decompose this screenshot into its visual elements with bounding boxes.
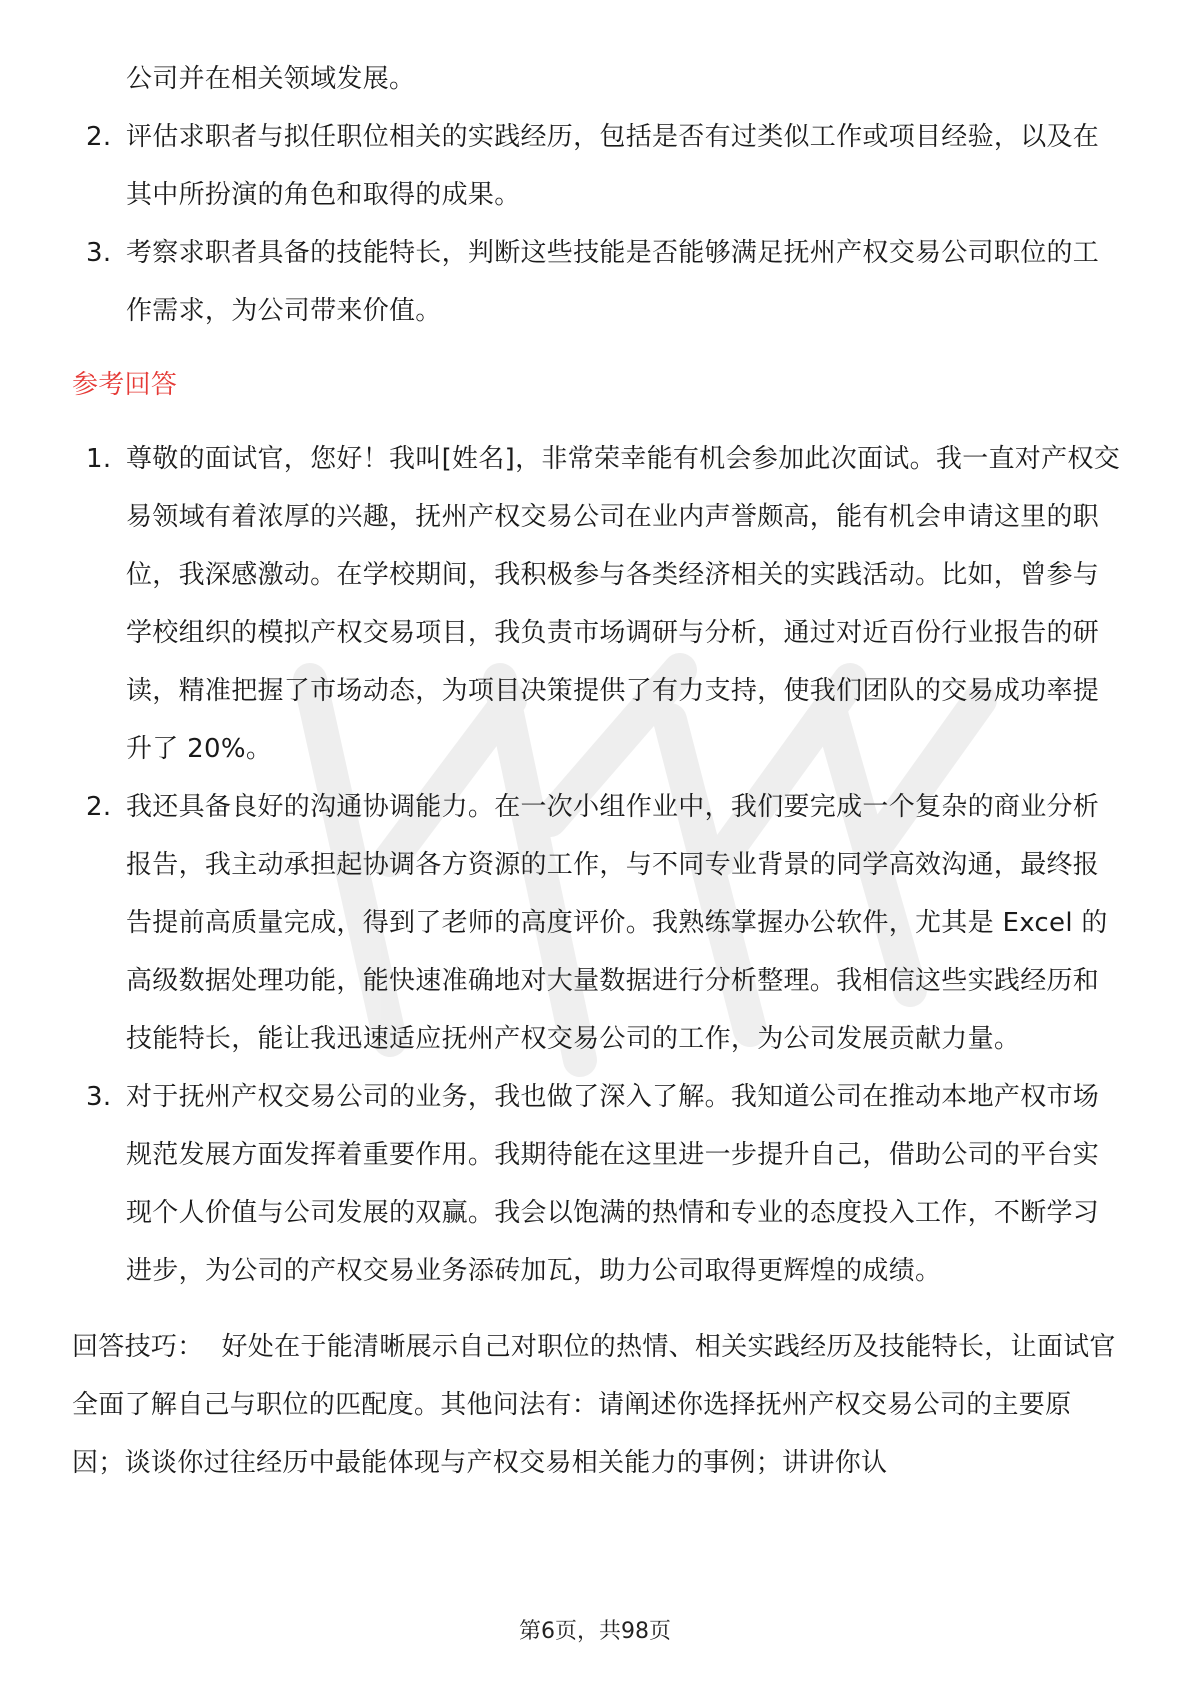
tips-label: 回答技巧： [72, 1332, 204, 1362]
list-item [72, 224, 1122, 340]
page-number: 第6页，共98页 [519, 1619, 671, 1644]
list-number: 2. [86, 792, 112, 822]
list-item [72, 108, 1122, 224]
list-item-text: 尊敬的面试官，您好！我叫[姓名]，非常荣幸能有机会参加此次面试。我一直对产权交易领域有着浓厚的兴趣，抚州产权交易公司在业内声誉颇高，能有机会申请这里的职位，我深感激动。在学校期间，我积极参与各类经济相关的实践活动。比如，曾参与学校组织的模拟产权交易项目，我负责市场调研与分析，通过对近百份行业报告的研读，精准把握了市场动态，为项目决策提供了有力支持，使我们团队的交易成功率提升了 20%。 [126, 444, 1120, 764]
list-item-text: 考察求职者具备的技能特长，判断这些技能是否能够满足抚州产权交易公司职位的工作需求，为公司带来价值。 [126, 238, 1100, 326]
section-heading: 参考回答 [72, 370, 178, 400]
answer-tips [72, 1318, 1122, 1492]
list-number: 3. [86, 1082, 112, 1112]
list-number: 1. [86, 444, 112, 474]
list-number: 2. [86, 122, 112, 152]
list-number: 3. [86, 238, 112, 268]
main-content [72, 50, 1122, 1492]
list-item-continuation [72, 50, 1122, 108]
tips-text: 好处在于能清晰展示自己对职位的热情、相关实践经历及技能特长，让面试官全面了解自己与职位的匹配度。其他问法有：请阐述你选择抚州产权交易公司的主要原因；谈谈你过往经历中最能体现与产权交易相关能力的事例；讲讲你认 [72, 1332, 1116, 1478]
intro-list [72, 50, 1122, 340]
list-item-text: 评估求职者与拟任职位相关的实践经历，包括是否有过类似工作或项目经验，以及在其中所扮演的角色和取得的成果。 [126, 122, 1100, 210]
list-item [72, 778, 1122, 1068]
list-item-text: 公司并在相关领域发展。 [126, 64, 416, 94]
list-item-text: 我还具备良好的沟通协调能力。在一次小组作业中，我们要完成一个复杂的商业分析报告，我主动承担起协调各方资源的工作，与不同专业背景的同学高效沟通，最终报告提前高质量完成，得到了老师的高度评价。我熟练掌握办公软件，尤其是 Excel 的高级数据处理功能，能快速准确地对大量数据进行分析整理。我相信这些实践经历和技能特长，能让我迅速适应抚州产权交易公司的工作，为公司发展贡献力量。 [126, 792, 1108, 1054]
list-item-text: 对于抚州产权交易公司的业务，我也做了深入了解。我知道公司在推动本地产权市场规范发展方面发挥着重要作用。我期待能在这里进一步提升自己，借助公司的平台实现个人价值与公司发展的双赢。我会以饱满的热情和专业的态度投入工作，不断学习进步，为公司的产权交易业务添砖加瓦，助力公司取得更辉煌的成绩。 [126, 1082, 1100, 1286]
reference-answer-list [72, 430, 1122, 1300]
list-item [72, 430, 1122, 778]
list-item [72, 1068, 1122, 1300]
